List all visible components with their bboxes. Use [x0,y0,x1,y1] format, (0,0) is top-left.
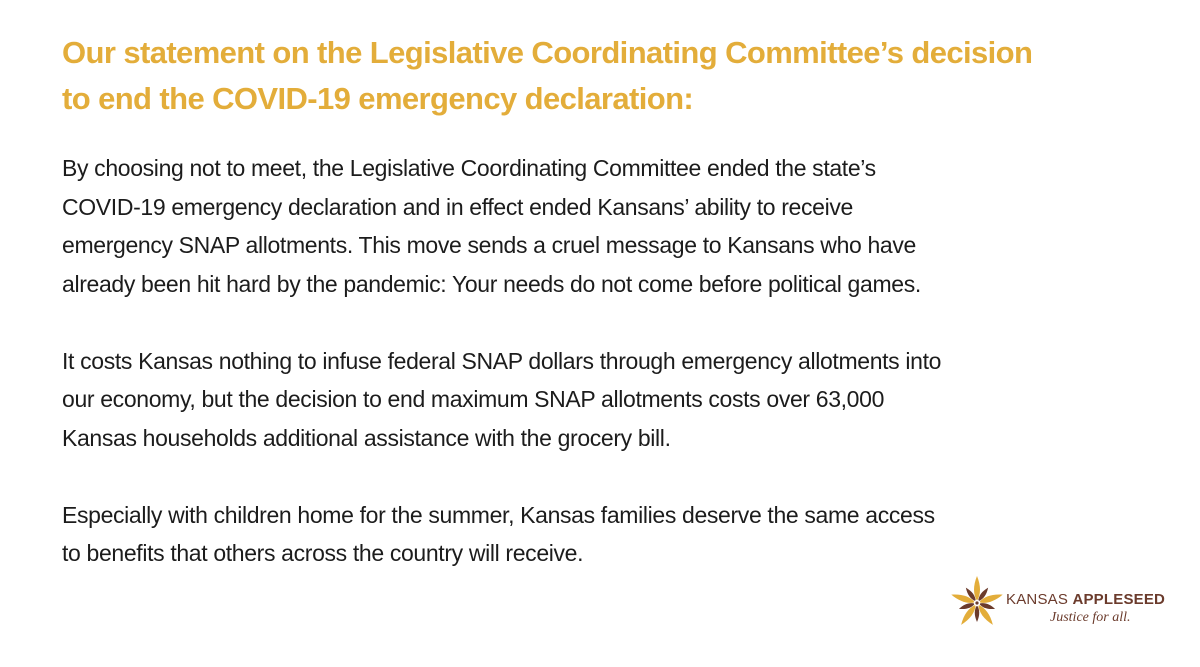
logo-tagline: Justice for all. [1050,610,1131,625]
kansas-appleseed-logo [946,572,1166,636]
paragraph-line: our economy, but the decision to end maximum SNAP allotments costs over 63,000 [62,386,885,412]
paragraph-3 [62,496,1162,573]
paragraph-line: Especially with children home for the summer, Kansas families deserve the same access [62,501,935,528]
paragraph-line: Kansas households additional assistance with the grocery bill. [62,424,671,451]
paragraph-line: It costs Kansas nothing to infuse federal SNAP dollars through emergency allotments into [62,347,942,374]
paragraph-line: By choosing not to meet, the Legislative Coordinating Committee ended the state’s [62,155,876,181]
statement-body [62,149,1162,611]
paragraph-2 [62,342,1162,458]
logo-name-regular: KANSAS [1006,591,1069,608]
paragraph-1 [62,149,1162,303]
paragraph-line: COVID-19 emergency declaration and in effect ended Kansans’ ability to receive [62,193,853,220]
title-line: to end the COVID-19 emergency declaration: [62,81,694,116]
title-line: Our statement on the Legislative Coordinating Committee’s decision [62,35,1033,70]
paragraph-line: emergency SNAP allotments. This move sends a cruel message to Kansans who have [62,232,916,258]
star-flower-icon [946,572,1008,634]
paragraph-line: to benefits that others across the country will receive. [62,540,584,566]
paragraph-line: already been hit hard by the pandemic: Your needs do not come before political games. [62,270,921,297]
logo-name-bold: APPLESEED [1072,591,1166,608]
logo-name [1006,591,1165,608]
statement-title [62,30,1152,122]
